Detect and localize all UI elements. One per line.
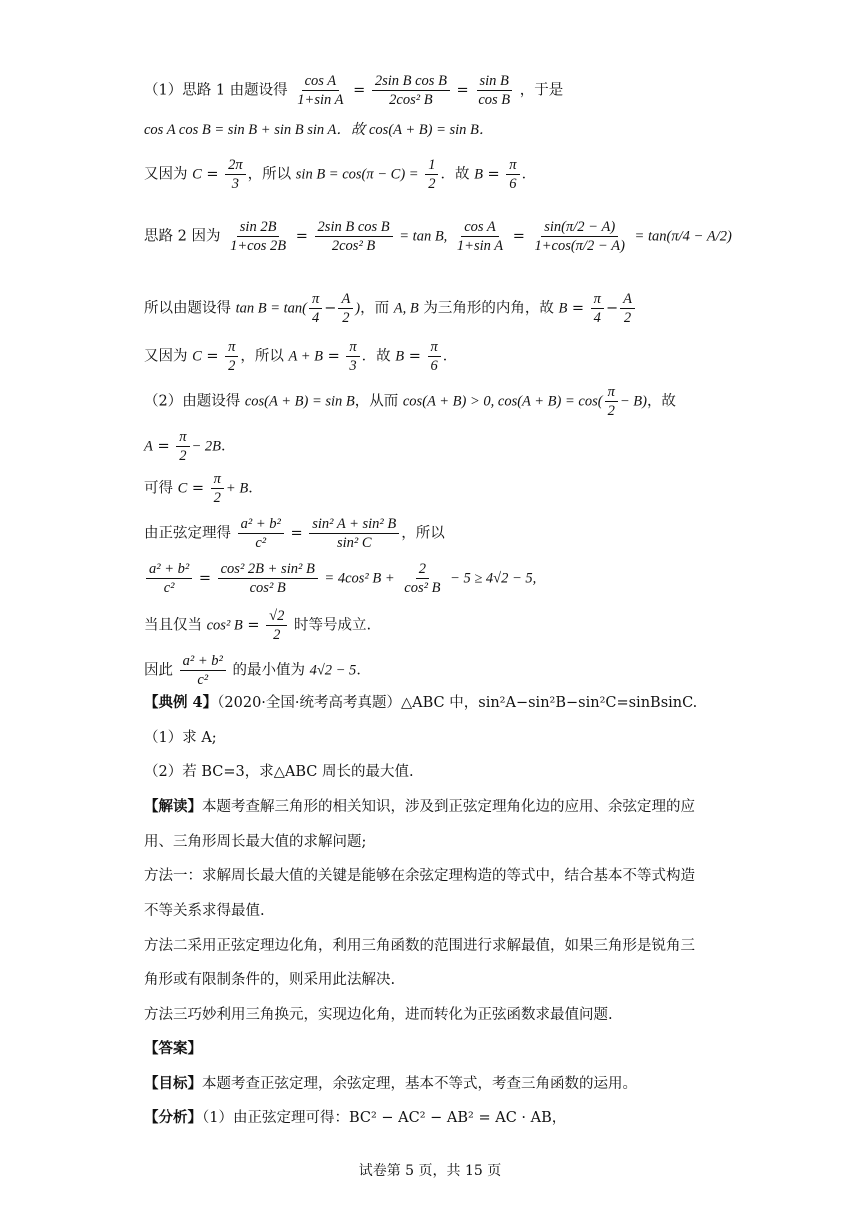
line-9: 可得 C = $\frac{\pi}{2}$ + B． <box>144 471 263 506</box>
line-8: A = $\frac{\pi}{2}$ − 2B． <box>144 429 236 464</box>
line-22: 角形或有限制条件的，则采用此法解决. <box>144 972 396 988</box>
line-16: （2）若 BC=3，求△ABC 周长的最大值. <box>144 764 414 780</box>
line-1: （1）思路 1 由题设得 $\frac{\text{cos A}}{\text{1+sin A}}$ = $\frac{\text{2sin B cos B}}{\text{2cos² B}}$ = $\frac{\text{sin B}}{\text{cos B}}$ ，于是 <box>144 73 564 108</box>
page-footer: 试卷第 5 页，共 15 页 <box>358 1163 502 1179</box>
line-17: 【解读】本题考查解三角形的相关知识，涉及到正弦定理角化边的应用、余弦定理的应 <box>144 798 695 815</box>
line-4: 思路 2 因为 $\frac{\sin 2B}{1+\cos 2B}$ = $\frac{\text{2sin B cos B}}{\text{2cos² B}}$ = tan B, $\frac{\text{cos A}}{\text{1+sin A}}$ = $\frac{\sin(\pi/2 - A)}{1+\cos(\pi/2 - A)}$ = tan(π/4 − A/2) <box>144 219 732 254</box>
line-14: 【典例 4】（2020·全国·统考高考真题）△ABC 中，sin²A−sin²B−sin²C=sinBsinC. <box>144 694 698 711</box>
line-6: 又因为 C = $\frac{\pi}{2}$ ，所以 A + B = $\frac{\pi}{3}$ ．故 B = $\frac{\pi}{6}$ ． <box>144 339 458 374</box>
line-25: 【目标】本题考查正弦定理，余弦定理，基本不等式，考查三角函数的运用。 <box>144 1075 637 1092</box>
line-3: 又因为 C = $\frac{2\pi}{3}$ ，所以 sin B = cos(π − C) = $\frac{1}{2}$ ．故 B = $\frac{\pi}{6}$ ． <box>144 157 537 192</box>
fraction: $\frac{\text{cos A}}{\text{1+sin A}}$ <box>297 73 344 108</box>
line-21: 方法二采用正弦定理边化角，利用三角函数的范围进行求解最值，如果三角形是锐角三 <box>144 938 695 954</box>
line-24: 【答案】 <box>144 1040 202 1057</box>
line-23: 方法三巧妙利用三角换元，实现边化角，进而转化为正弦函数求最值问题. <box>144 1007 613 1023</box>
line-26: 【分析】（1）由正弦定理可得：BC² − AC² − AB² = AC · AB， <box>144 1109 567 1126</box>
line-15: （1）求 A; <box>144 730 217 746</box>
line-13: 因此 $\frac{\text{a² + b²}}{\text{c²}}$ 的最小值为 4√2 − 5． <box>144 653 371 688</box>
line-10: 由正弦定理得 $\frac{\text{a² + b²}}{\text{c²}}$ = $\frac{\text{sin² A + sin² B}}{\text{sin² C}}$ ，所以 <box>144 516 445 551</box>
line-18: 用、三角形周长最大值的求解问题; <box>144 834 367 850</box>
line-20: 不等关系求得最值. <box>144 903 265 919</box>
line-7: （2）由题设得 cos(A + B) = sin B，从而 cos(A + B) > 0, cos(A + B) = cos( $\frac{\pi}{2}$ − B)，故 <box>144 384 676 419</box>
line-12: 当且仅当 cos² B = $\frac{√2}{2}$ 时等号成立. <box>144 608 372 643</box>
line-2: cos A cos B = sin B + sin B sin A．故 cos(A + B) = sin B． <box>144 122 494 138</box>
line-19: 方法一：求解周长最大值的关键是能够在余弦定理构造的等式中，结合基本不等式构造 <box>144 868 695 884</box>
line-11: $\frac{\text{a² + b²}}{\text{c²}}$ = $\frac{\text{cos² 2B + sin² B}}{\text{cos² B}}$ = 4cos² B + $\frac{2}{\text{cos² B}}$ − 5 ≥ 4√2 − 5, <box>144 560 536 597</box>
line-5: 所以由题设得 tan B = tan( $\frac{\pi}{4}$ − $\frac{A}{2}$ )，而 A, B 为三角形的内角，故 B = $\frac{\pi}{4}$ − $\frac{A}{2}$ <box>144 290 637 327</box>
